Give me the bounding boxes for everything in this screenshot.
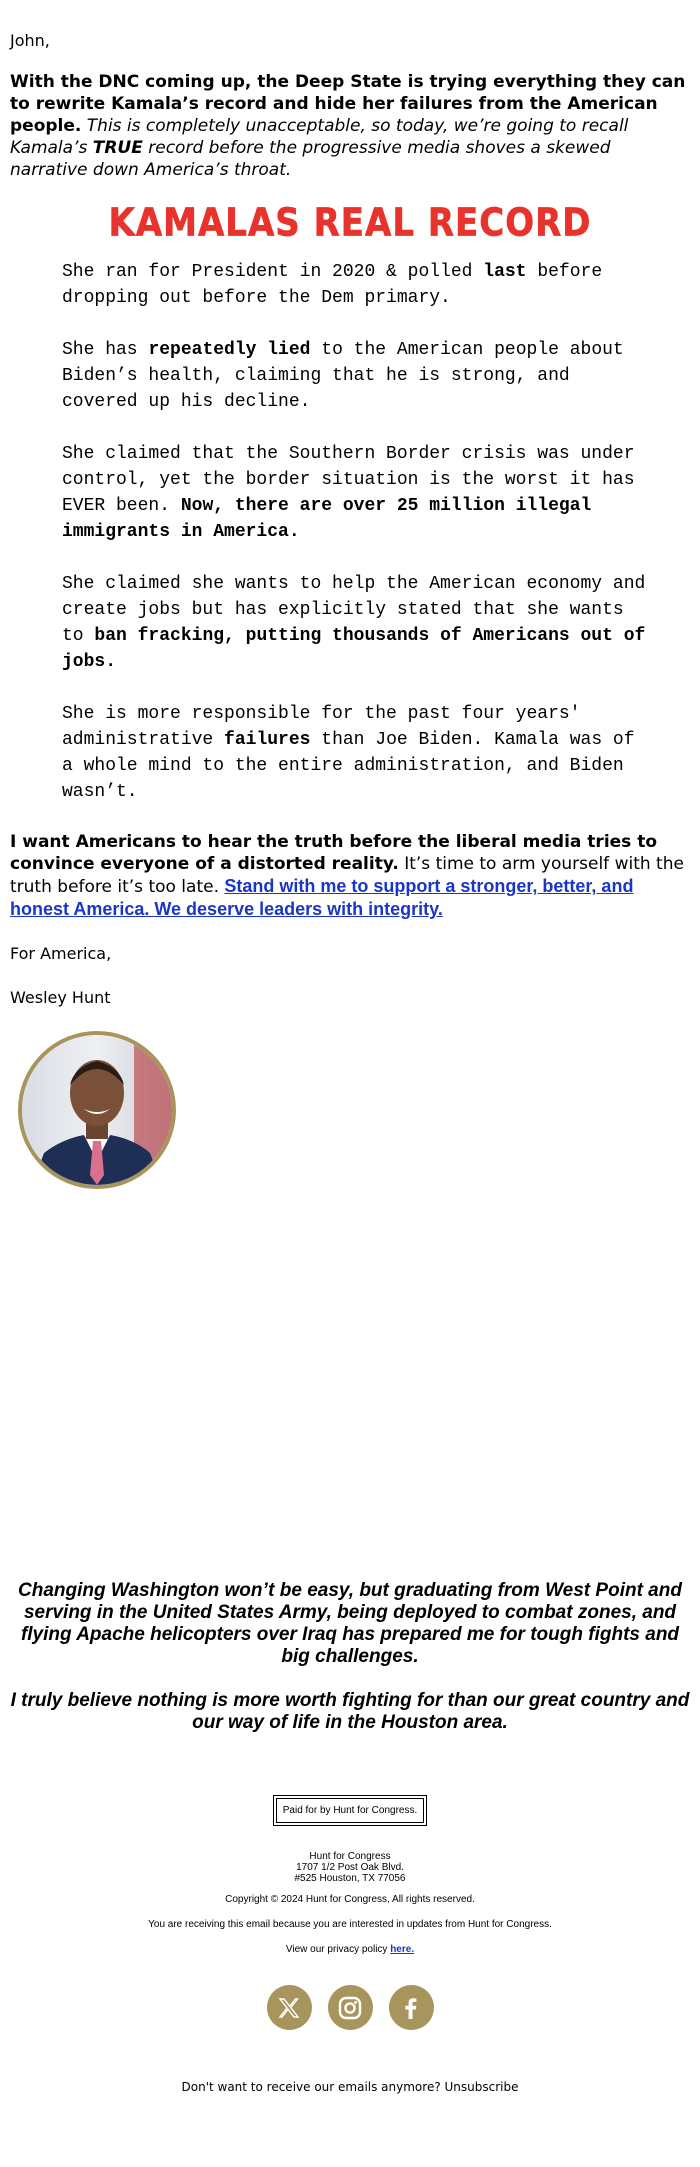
greeting: John, — [10, 31, 50, 50]
record-emphasis: Now, there are over 25 million illegal immigrants in America. — [62, 496, 592, 542]
org-name: Hunt for Congress — [309, 1851, 391, 1862]
closing-message — [10, 1580, 690, 1756]
x-social-button[interactable] — [267, 1985, 312, 2030]
instagram-icon — [337, 1995, 363, 2021]
record-text: She is more responsible for the past four years' administrative — [62, 704, 581, 750]
portrait-photo — [22, 1035, 172, 1185]
x-icon — [277, 1996, 301, 2020]
intro-bold-text: With the DNC coming up, the Deep State is trying everything they can to rewrite Kamala’s record and hide her failures from the American people. — [10, 72, 686, 136]
receiving-notice: You are receiving this email because you are interested in updates from Hunt for Congress. — [148, 1919, 552, 1930]
mailing-address — [0, 1851, 700, 1884]
record-text: She claimed that the Southern Border crisis was under control, yet the border situation is the worst it has EVER been. — [62, 444, 635, 516]
address-line-2: #525 Houston, TX 77056 — [294, 1873, 406, 1884]
privacy-line — [0, 1944, 700, 1955]
record-item — [62, 571, 650, 675]
candidate-portrait — [18, 1031, 176, 1189]
record-emphasis: ban fracking, putting thousands of Americans out of jobs. — [62, 626, 646, 672]
record-text: She ran for President in 2020 & polled — [62, 262, 473, 282]
record-banner — [10, 200, 690, 246]
truth-bold-text: I want Americans to hear the truth before the liberal media tries to convince everyone of a distorted reality. — [10, 832, 658, 874]
paid-by-disclaimer: Paid for by Hunt for Congress. — [276, 1798, 425, 1823]
privacy-text: View our privacy policy — [285, 1944, 388, 1955]
record-text: She has — [62, 340, 138, 360]
record-item — [62, 701, 650, 805]
record-text: to the American people about Biden’s health, claiming that he is strong, and covered up his decline. — [62, 340, 624, 412]
record-item — [62, 441, 650, 545]
record-emphasis: failures — [224, 730, 311, 750]
record-emphasis: last — [483, 262, 527, 282]
record-text: than Joe Biden. Kamala was of a whole mind to the entire administration, and Biden wasn’t. — [62, 730, 635, 802]
record-text: She claimed she wants to help the American economy and create jobs but has explicitly stated that she wants to — [62, 574, 646, 646]
intro-italic-text-2: record before the progressive media shoves a skewed narrative down America’s throat. — [10, 138, 611, 180]
record-text: before dropping out before the Dem primary. — [62, 262, 603, 308]
truth-paragraph — [10, 831, 690, 921]
donate-link[interactable]: Stand with me to support a stronger, better, and honest America. We deserve leaders with integrity. — [10, 876, 634, 919]
email-footer — [0, 1798, 700, 2093]
social-links — [0, 1985, 700, 2030]
record-item — [62, 259, 650, 311]
facebook-social-button[interactable] — [389, 1985, 434, 2030]
signature: Wesley Hunt — [10, 988, 111, 1007]
record-list — [10, 259, 690, 805]
closing-paragraph-2: I truly believe nothing is more worth fighting for than our great country and our way of life in the Houston area. — [10, 1690, 690, 1733]
copyright: Copyright © 2024 Hunt for Congress, All rights reserved. — [225, 1894, 475, 1905]
privacy-policy-link[interactable]: here. — [390, 1944, 415, 1955]
signoff: For America, — [10, 944, 112, 963]
record-emphasis: repeatedly lied — [148, 340, 311, 360]
banner-title: KAMALAS REAL RECORD — [108, 200, 592, 246]
unsubscribe-link[interactable]: Don't want to receive our emails anymore? Unsubscribe — [181, 2080, 519, 2094]
closing-paragraph-1: Changing Washington won’t be easy, but graduating from West Point and serving in the United States Army, being deployed to combat zones, and flying Apache helicopters over Iraq has prepared me for tough fights and big challenges. — [18, 1580, 682, 1667]
intro-italic-text-1: This is completely unacceptable, so today, we’re going to recall Kamala’s — [10, 116, 629, 158]
facebook-icon — [398, 1995, 424, 2021]
intro-italic-bold-text: TRUE — [92, 138, 143, 158]
intro-paragraph — [10, 71, 690, 181]
instagram-social-button[interactable] — [328, 1985, 373, 2030]
address-line-1: 1707 1/2 Post Oak Blvd. — [296, 1862, 404, 1873]
record-item — [62, 337, 650, 415]
truth-text: It’s time to arm yourself with the truth before it’s too late. — [10, 854, 684, 897]
